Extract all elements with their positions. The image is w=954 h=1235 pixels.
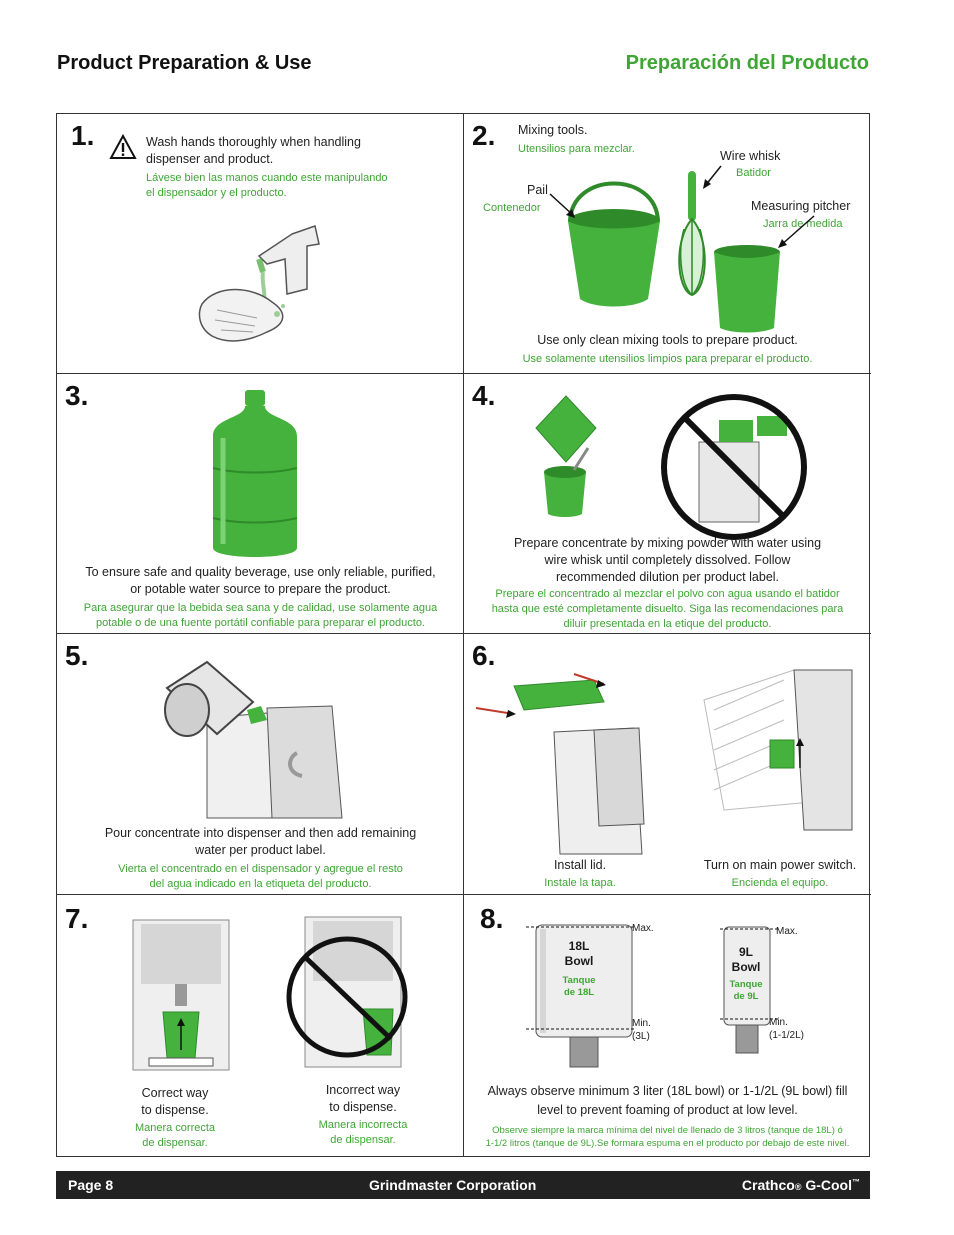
measuring-pitcher-icon: [712, 244, 782, 334]
page-title-spanish: Preparación del Producto: [625, 52, 869, 74]
step-number: 6.: [472, 640, 496, 671]
product-name: Crathco® G-Cool™: [741, 1177, 860, 1193]
incorrect-dispense-label: Incorrect way to dispense.: [325, 1083, 401, 1114]
step-number: 7.: [65, 903, 89, 934]
step-5-text-spanish: Vierta el concentrado en el dispensador y agregue el resto del agua indicado en la etiqueta del producto.: [118, 863, 403, 890]
arrow-icon: [776, 214, 816, 250]
power-switch-label-spanish: Encienda el equipo.: [731, 877, 829, 889]
bowl-18l-label-spanish: Tanque de 18L: [562, 975, 596, 998]
step-6: [464, 634, 871, 895]
step-number: 2.: [472, 120, 496, 151]
step-3-text-spanish: Para asegurar que la bebida sea sana y de calidad, use solamente agua potable o de una fuente portátil confiable para preparar el producto.: [83, 602, 438, 629]
step-8-text: Always observe minimum 3 liter (18L bowl) or 1-1/2L (9L bowl) fill level to prevent foaming of product at low level.: [487, 1084, 848, 1117]
warning-icon: [109, 134, 137, 160]
step-7: [56, 895, 463, 1157]
prohibited-icon: [287, 917, 407, 1073]
arrow-icon: [548, 190, 578, 220]
footer-bar: [56, 1171, 870, 1199]
bowl-9l-label-spanish: Tanque de 9L: [729, 979, 763, 1002]
powder-bag-icon: [526, 388, 606, 518]
incorrect-dispense-label-spanish: Manera incorrecta de dispensar.: [318, 1119, 408, 1146]
install-lid-label: Install lid.: [553, 858, 607, 872]
step-2: [464, 114, 871, 374]
step-number: 8.: [480, 903, 504, 934]
step-number: 5.: [65, 640, 89, 671]
install-lid-label-spanish: Instale la tapa.: [544, 877, 616, 889]
correct-dispense-label-spanish: Manera correcta de dispensar.: [134, 1122, 216, 1149]
arrow-icon: [701, 164, 723, 190]
max-label: Max.: [776, 926, 798, 937]
power-switch-label: Turn on main power switch.: [703, 858, 857, 872]
step-8-text-spanish: Observe siempre la marca mínima del nivel de llenado de 3 litros (tanque de 18L) ó 1-1/2 litros (tanque de 9L).Se formara espuma en el producto por debajo de este nivel.: [485, 1125, 850, 1149]
bowl-9l-label: 9L Bowl: [731, 945, 761, 974]
step-number: 1.: [71, 120, 95, 151]
step-4-text: Prepare concentrate by mixing powder with water using wire whisk until completely dissolved. Follow recommended dilution per product label.: [513, 536, 822, 584]
whisk-label: Wire whisk: [720, 149, 781, 163]
step-5-text: Pour concentrate into dispenser and then add remaining water per product label.: [104, 826, 417, 857]
step-1-text-spanish: Lávese bien las manos cuando este manipulando el dispensador y el producto.: [146, 172, 388, 199]
prohibited-icon: [659, 392, 809, 542]
step-number: 4.: [472, 380, 496, 411]
min-label: Min. (3L): [632, 1018, 651, 1042]
pail-label-spanish: Contenedor: [483, 202, 541, 214]
correct-dispense-label: Correct way to dispense.: [141, 1086, 209, 1117]
steps-grid: [56, 113, 870, 895]
step-5: [57, 634, 464, 895]
step-4-text-spanish: Prepare el concentrado al mezclar el polvo con agua usando el batidor hasta que esté completamente disuelto. Siga las recomendaciones para diluir presentada en la etique del producto.: [491, 588, 844, 630]
step-number: 3.: [65, 380, 89, 411]
min-label: Min. (1-1/2L): [769, 1017, 805, 1041]
step-4: [464, 374, 871, 634]
pail-icon: [564, 179, 664, 309]
page-title: Product Preparation & Use: [57, 52, 312, 74]
clean-tools-note: Use only clean mixing tools to prepare product.: [537, 333, 798, 347]
mixing-tools-label: Mixing tools.: [518, 123, 588, 137]
company-name: Grindmaster Corporation: [369, 1177, 537, 1193]
clean-tools-note-spanish: Use solamente utensilios limpios para preparar el producto.: [522, 353, 813, 365]
power-switch-icon: [704, 670, 854, 830]
step-3-text: To ensure safe and quality beverage, use only reliable, purified, or potable water source to prepare the product.: [85, 565, 436, 596]
pail-label: Pail: [527, 183, 548, 197]
pitcher-label-spanish: Jarra de medida: [763, 218, 843, 230]
whisk-label-spanish: Batidor: [736, 167, 771, 179]
bowl-18l-label: 18L Bowl: [564, 939, 594, 968]
page-number: Page 8: [68, 1177, 114, 1193]
mixing-tools-label-spanish: Utensilios para mezclar.: [518, 143, 635, 155]
washing-hands-icon: [197, 214, 337, 364]
pitcher-label: Measuring pitcher: [751, 199, 851, 213]
lid-install-icon: [474, 674, 654, 854]
step-1-text: Wash hands thoroughly when handling dispenser and product.: [146, 135, 361, 166]
water-bottle-icon: [207, 388, 303, 566]
step-3: [57, 374, 464, 634]
dispenser-pour-icon: [157, 648, 357, 818]
max-label: Max.: [632, 923, 654, 934]
correct-dispense-icon: [133, 920, 229, 1070]
step-1: [57, 114, 464, 374]
step-8: [463, 895, 870, 1157]
